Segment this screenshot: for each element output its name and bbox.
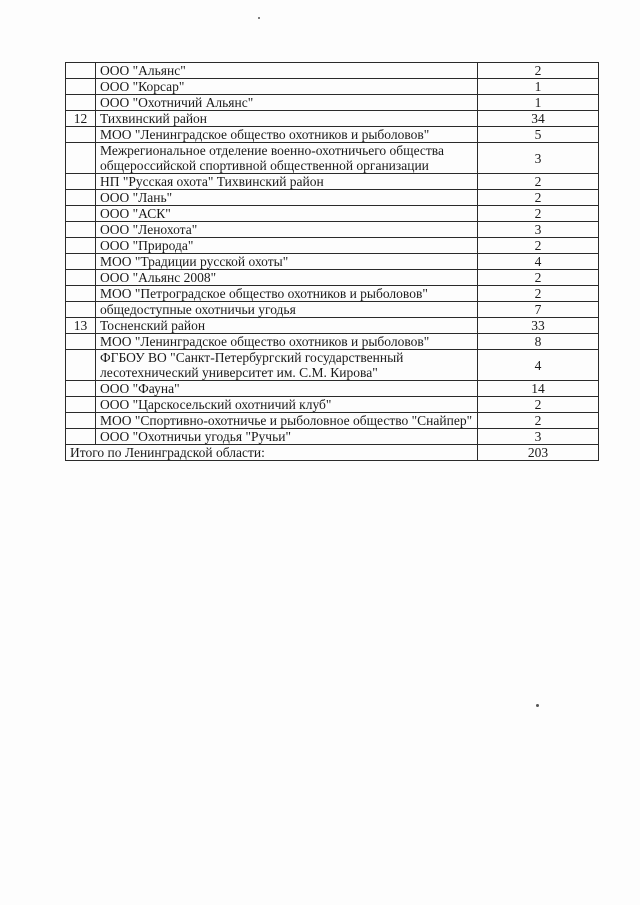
organization-name: МОО "Ленинградское общество охотников и рыболовов" [96,334,478,350]
district-name: Тосненский район [96,318,478,334]
row-number [66,143,96,174]
row-count: 2 [478,63,599,79]
row-number [66,174,96,190]
row-number [66,350,96,381]
organization-name: ООО "Альянс 2008" [96,270,478,286]
scan-speck [258,17,260,19]
table-row [66,254,599,270]
row-count: 33 [478,318,599,334]
organization-name: МОО "Петроградское общество охотников и рыболовов" [96,286,478,302]
total-row [66,445,599,461]
row-count: 3 [478,143,599,174]
row-count: 2 [478,206,599,222]
row-number [66,79,96,95]
organization-name: МОО "Спортивно-охотничье и рыболовное общество "Снайпер" [96,413,478,429]
row-number [66,302,96,318]
row-number [66,222,96,238]
row-count: 8 [478,334,599,350]
organization-name: ФГБОУ ВО "Санкт-Петербургский государственный лесотехнический университет им. С.М. Кирова" [96,350,478,381]
table-body [66,63,599,461]
row-number [66,334,96,350]
row-number [66,286,96,302]
row-number: 12 [66,111,96,127]
row-number [66,429,96,445]
table-row [66,381,599,397]
row-count: 14 [478,381,599,397]
organization-name: ООО "Охотничий Альянс" [96,95,478,111]
row-count: 2 [478,286,599,302]
row-count: 2 [478,413,599,429]
total-count: 203 [478,445,599,461]
row-number [66,397,96,413]
table-row [66,286,599,302]
organization-name: ООО "Царскосельский охотничий клуб" [96,397,478,413]
table-row [66,222,599,238]
row-number [66,381,96,397]
table-row [66,206,599,222]
scan-speck [536,704,539,707]
organization-name: ООО "Охотничьи угодья "Ручьи" [96,429,478,445]
row-count: 3 [478,429,599,445]
table-row [66,413,599,429]
row-count: 2 [478,190,599,206]
organization-name: ООО "Лань" [96,190,478,206]
organization-name: ООО "Фауна" [96,381,478,397]
row-number [66,270,96,286]
row-count: 2 [478,270,599,286]
district-row [66,111,599,127]
organization-name: ООО "Природа" [96,238,478,254]
row-number [66,238,96,254]
hunting-grounds-table [65,62,599,461]
table-row [66,397,599,413]
table-row [66,79,599,95]
organization-name: МОО "Традиции русской охоты" [96,254,478,270]
table-row [66,334,599,350]
table-row [66,174,599,190]
table-row [66,95,599,111]
table-row [66,63,599,79]
row-number [66,413,96,429]
row-count: 5 [478,127,599,143]
row-number: 13 [66,318,96,334]
table-row [66,127,599,143]
district-name: Тихвинский район [96,111,478,127]
organization-name: общедоступные охотничьи угодья [96,302,478,318]
row-count: 7 [478,302,599,318]
organization-name: ООО "АСК" [96,206,478,222]
table-row [66,350,599,381]
organization-name: МОО "Ленинградское общество охотников и рыболовов" [96,127,478,143]
table-row [66,238,599,254]
table-row [66,190,599,206]
row-count: 1 [478,79,599,95]
row-count: 2 [478,397,599,413]
table-row [66,270,599,286]
row-number [66,95,96,111]
row-count: 4 [478,350,599,381]
row-number [66,127,96,143]
organization-name: НП "Русская охота" Тихвинский район [96,174,478,190]
table-row [66,429,599,445]
row-number [66,190,96,206]
organization-name: ООО "Ленохота" [96,222,478,238]
organization-name: Межрегиональное отделение военно-охотничьего общества общероссийской спортивной общественной организации [96,143,478,174]
row-count: 2 [478,174,599,190]
row-count: 2 [478,238,599,254]
organization-name: ООО "Альянс" [96,63,478,79]
district-row [66,318,599,334]
table-row [66,143,599,174]
row-number [66,63,96,79]
organization-name: ООО "Корсар" [96,79,478,95]
row-number [66,206,96,222]
row-count: 3 [478,222,599,238]
row-count: 34 [478,111,599,127]
row-number [66,254,96,270]
total-label: Итого по Ленинградской области: [66,445,478,461]
row-count: 4 [478,254,599,270]
table-row [66,302,599,318]
row-count: 1 [478,95,599,111]
